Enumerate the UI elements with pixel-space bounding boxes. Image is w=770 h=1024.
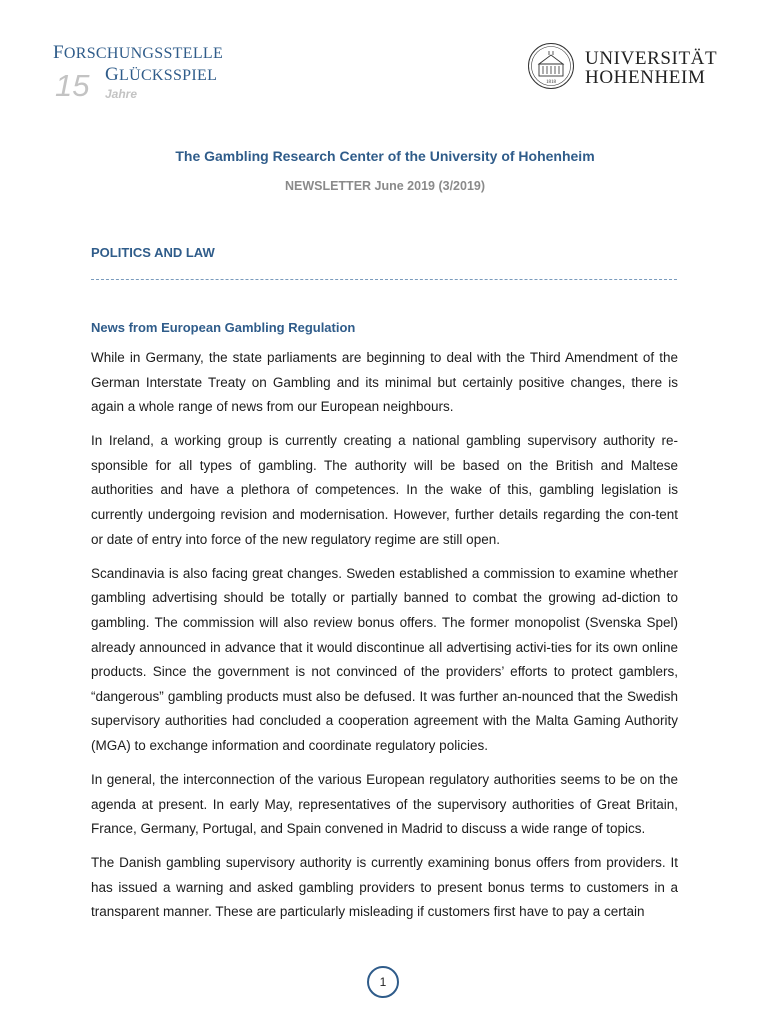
- logo-anniversary-number: 15: [55, 68, 90, 103]
- forschungsstelle-logo: [53, 42, 253, 112]
- university-name-line2: HOHENHEIM: [585, 67, 706, 88]
- university-seal-icon: [527, 42, 575, 90]
- document-title: The Gambling Research Center of the University of Hohenheim: [175, 148, 595, 164]
- newsletter-subtitle: NEWSLETTER June 2019 (3/2019): [284, 179, 486, 193]
- article-body: [91, 346, 678, 935]
- page-number: 1: [367, 966, 399, 998]
- article-heading: News from European Gambling Regulation: [91, 320, 356, 335]
- paragraph: In general, the interconnection of the various European regulatory authorities seems to be on the agenda at present. In early May, representatives of the supervisory authorities of Great Britain, France, Germany, Portugal, and Spain convened in Madrid to discuss a wide range of topics.: [91, 772, 678, 837]
- university-logo: [527, 42, 727, 92]
- paragraph: While in Germany, the state parliaments are beginning to deal with the Third Amendment of the German Interstate Treaty on Gambling and its minimal but certainly positive changes, there is again a whole range of news from our European neighbours.: [91, 350, 678, 415]
- logo-line-forschungsstelle: FORSCHUNGSSTELLE: [53, 42, 224, 63]
- paragraph: Scandinavia is also facing great changes. Sweden established a commission to examine whether gambling advertising should be totally or partially banned to combat the growing ad-diction to gambling. The commission will also review bonus offers. The former monopolist (Svenska Spel) already announced in advance that it would discontinue all advertising activi-ties for its own online products. Since the government is not convinced of the providers’ efforts to protect gamblers, “dangerous” gambling products must also be defused. It was further an-nounced that the Swedish supervisory authorities had concluded a cooperation agreement with the Malta Gaming Authority (MGA) to exchange information and coordinate regulatory policies.: [91, 565, 678, 753]
- paragraph: In Ireland, a working group is currently creating a national gambling supervisory authority re-sponsible for all types of gambling. The authority will be based on the British and Maltese authorities and have a plethora of competences. In the wake of this, gambling legislation is currently undergoing revision and modernisation. However, further details regarding the con-tent or date of entry into force of the new regulatory regime are still open.: [91, 433, 678, 547]
- paragraph: The Danish gambling supervisory authority is currently examining bonus offers from providers. It has issued a warning and asked gambling providers to present bonus terms to customers in a transparent manner. These are particularly misleading if customers first have to pay a certain: [91, 855, 678, 920]
- section-heading: POLITICS AND LAW: [91, 245, 215, 260]
- university-name-line1: UNIVERSITÄT: [585, 48, 718, 69]
- section-divider: [91, 279, 677, 280]
- seal-year: 1818: [546, 80, 556, 85]
- logo-line-gluecksspiel: GLÜCKSSPIEL: [105, 64, 218, 85]
- logo-anniversary-word: Jahre: [105, 87, 138, 101]
